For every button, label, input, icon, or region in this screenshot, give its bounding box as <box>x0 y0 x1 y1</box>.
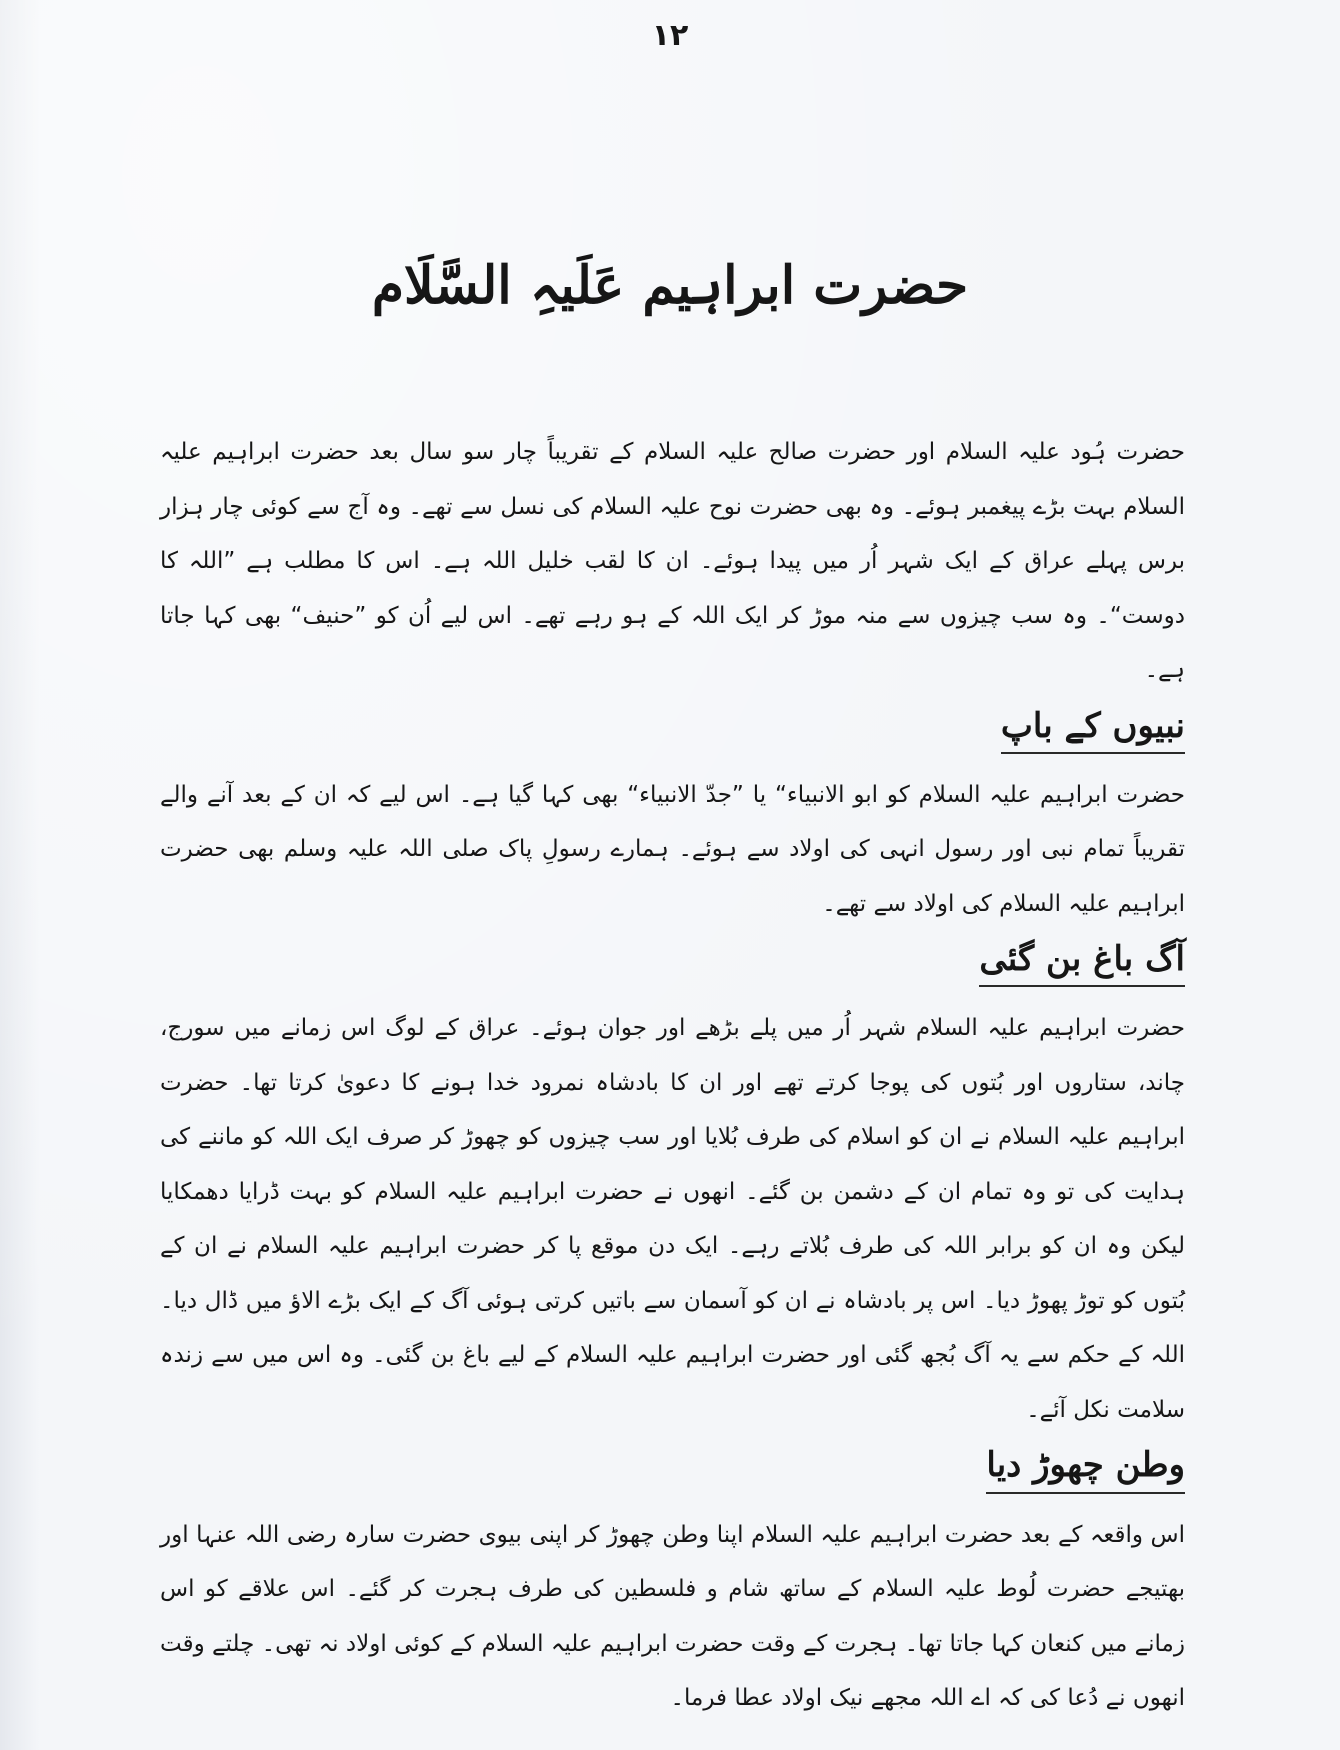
page-number: ۱۲ <box>651 18 689 53</box>
heading-fire-garden-wrap <box>160 937 1185 987</box>
heading-prophets-father: نبیوں کے باپ <box>1001 704 1185 754</box>
paragraph-left-homeland: اس واقعہ کے بعد حضرت ابراہیم علیہ السلام اپنا وطن چھوڑ کر اپنی بیوی حضرت سارہ رضی اللہ عنہا اور بھتیجے حضرت لُوط علیہ السلام کے ساتھ شام و فلسطین کی طرف ہجرت کر گئے۔ اس علاقے کو اس زمانے میں کنعان کہا جاتا تھا۔ ہجرت کے وقت حضرت ابراہیم علیہ السلام کے کوئی اولاد نہ تھی۔ چلتے وقت انھوں نے دُعا کی کہ اے اللہ مجھے نیک اولاد عطا فرما۔ <box>160 1521 1185 1712</box>
heading-prophets-father-wrap <box>160 704 1185 754</box>
heading-fire-garden: آگ باغ بن گئی <box>979 937 1185 987</box>
paragraph-intro: حضرت ہُود علیہ السلام اور حضرت صالح علیہ السلام کے تقریباً چار سو سال بعد حضرت ابراہیم علیہ السلام بہت بڑے پیغمبر ہوئے۔ وہ بھی حضرت نوح علیہ السلام کی نسل سے تھے۔ وہ آج سے کوئی چار ہزار برس پہلے عراق کے ایک شہر اُر میں پیدا ہوئے۔ ان کا لقب خلیل اللہ ہے۔ اس کا مطلب ہے ”اللہ کا دوست“۔ وہ سب چیزوں سے منہ موڑ کر ایک اللہ کے ہو رہے تھے۔ اس لیے اُن کو ”حنیف“ بھی کہا جاتا ہے۔ <box>160 439 1185 683</box>
paragraph-fire-garden: حضرت ابراہیم علیہ السلام شہر اُر میں پلے بڑھے اور جوان ہوئے۔ عراق کے لوگ اس زمانے میں سورج، چاند، ستاروں اور بُتوں کی پوجا کرتے تھے اور ان کا بادشاہ نمرود خدا ہونے کا دعویٰ کرتا تھا۔ حضرت ابراہیم علیہ السلام نے ان کو اسلام کی طرف بُلایا اور سب چیزوں کو چھوڑ کر صرف ایک اللہ کو ماننے کی ہدایت کی تو وہ تمام ان کے دشمن بن گئے۔ انھوں نے حضرت ابراہیم علیہ السلام کو بہت ڈرایا دھمکایا لیکن وہ ان کو برابر اللہ کی طرف بُلاتے رہے۔ ایک دن موقع پا کر حضرت ابراہیم علیہ السلام نے ان کے بُتوں کو توڑ پھوڑ دیا۔ اس پر بادشاہ نے ان کو آسمان سے باتیں کرتی ہوئی آگ کے ایک بڑے الاؤ میں ڈال دیا۔ اللہ کے حکم سے یہ آگ بُجھ گئی اور حضرت ابراہیم علیہ السلام کے لیے باغ بن گئی۔ وہ اس میں سے زندہ سلامت نکل آئے۔ <box>160 1015 1185 1423</box>
page-title: حضرت ابراہیم عَلَیہِ السَّلَام <box>371 255 969 316</box>
heading-left-homeland-wrap <box>160 1443 1185 1493</box>
heading-left-homeland: وطن چھوڑ دیا <box>986 1443 1185 1493</box>
paragraph-prophets-father: حضرت ابراہیم علیہ السلام کو ابو الانبیاء“ یا ”جدّ الانبیاء“ بھی کہا گیا ہے۔ اس لیے کہ ان کے بعد آنے والے تقریباً تمام نبی اور رسول انہی کی اولاد سے ہوئے۔ ہمارے رسولِ پاک صلی اللہ علیہ وسلم بھی حضرت ابراہیم علیہ السلام کی اولاد سے تھے۔ <box>160 781 1185 917</box>
article-body <box>160 425 1185 1726</box>
